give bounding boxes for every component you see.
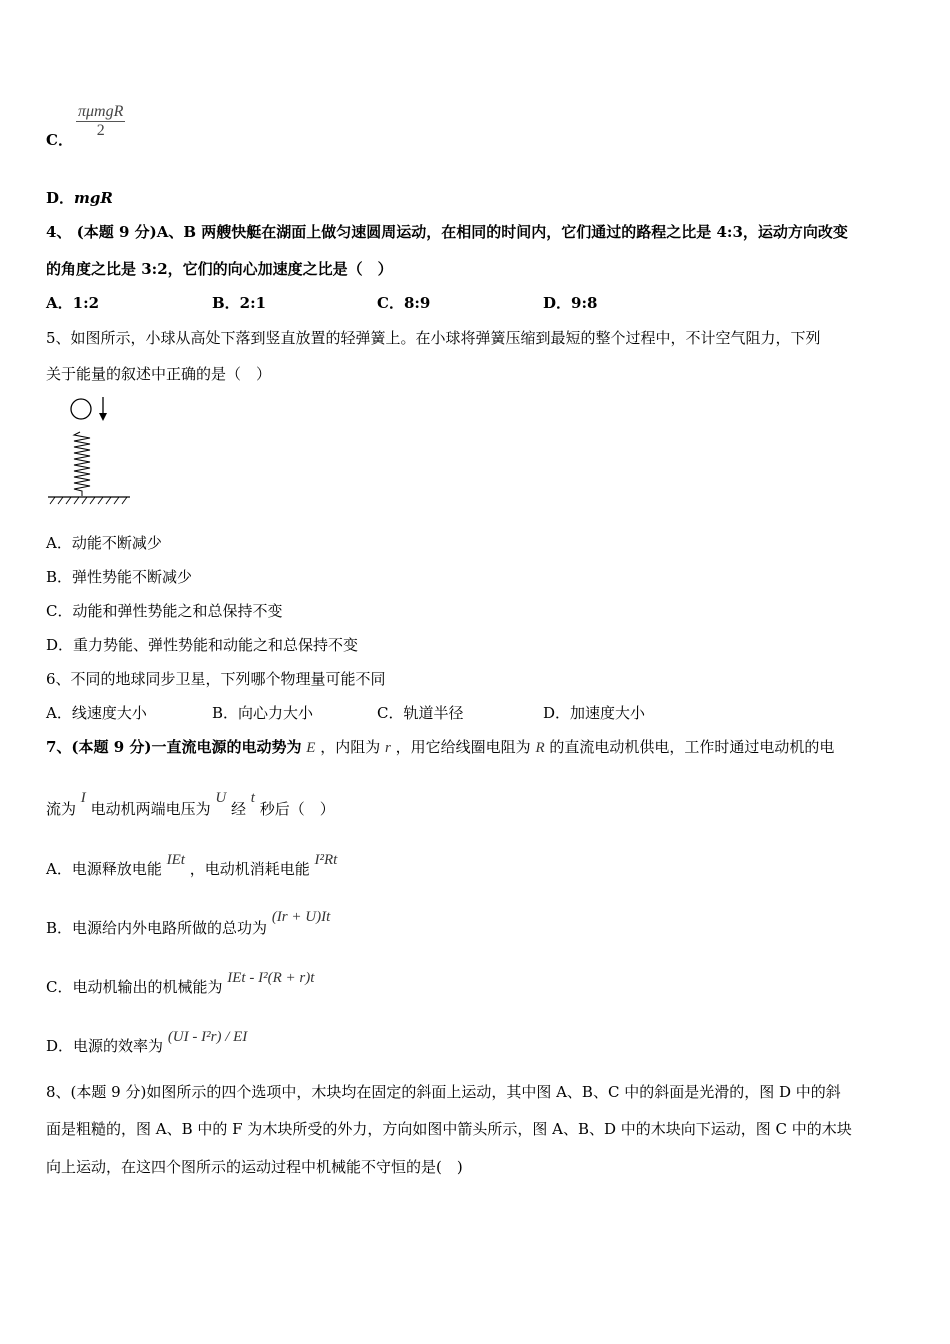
q7-option-c <box>46 970 315 997</box>
q7-text: 7、(本题 9 分)一直流电源的电动势为 <box>46 738 302 756</box>
q6-option-b: B．向心力大小 <box>212 704 314 722</box>
formula-IEt: IEt <box>166 852 185 868</box>
q5-option-c: C．动能和弹性势能之和总保持不变 <box>46 602 283 620</box>
ball-icon <box>71 399 91 419</box>
q4-stem-line2: 的角度之比是 3:2，它们的向心加速度之比是（ ） <box>46 260 393 278</box>
q7-text: ，用它给线圈电阻为 <box>395 738 531 756</box>
q3-option-d-text: mgR <box>74 189 113 207</box>
q7-option-a-text2: ，电动机消耗电能 <box>189 860 310 878</box>
formula-total-work: (Ir + U)It <box>271 909 331 925</box>
q7-option-d <box>46 1029 248 1056</box>
q8-stem-line3: 向上运动，在这四个图所示的运动过程中机械能不守恒的是( ) <box>46 1158 463 1176</box>
symbol-R: R <box>535 740 545 756</box>
q6-option-c: C．轨道半径 <box>377 704 464 722</box>
q5-stem-line2: 关于能量的叙述中正确的是（ ） <box>46 365 272 383</box>
q3-option-d <box>46 187 113 208</box>
ground-icon <box>48 497 130 504</box>
q7-option-b-text: B．电源给内外电路所做的总功为 <box>46 919 268 937</box>
q7-text: 流为 <box>46 800 77 818</box>
q7-option-d-text: D．电源的效率为 <box>46 1037 164 1055</box>
q7-option-b <box>46 909 331 938</box>
q6-option-d: D．加速度大小 <box>543 704 646 722</box>
spring-icon <box>74 432 90 496</box>
q4-stem-line1: 4、 (本题 9 分)A、B 两艘快艇在湖面上做匀速圆周运动，在相同的时间内，它们通过的路程之比是 4:3，运动方向改变 <box>46 223 848 241</box>
formula-I2Rt: I²Rt <box>314 852 338 868</box>
symbol-I: I <box>80 790 86 806</box>
q7-option-a-text: A．电源释放电能 <box>46 860 162 878</box>
q6-stem: 6、不同的地球同步卫星，下列哪个物理量可能不同 <box>46 670 386 688</box>
q4-option-c: C．8:9 <box>377 294 431 312</box>
q6-option-a: A．线速度大小 <box>46 704 147 722</box>
fraction-numerator: πμmgR <box>78 103 124 120</box>
formula-mechanical-energy: IEt - I²(R + r)t <box>227 970 315 986</box>
q3-option-d-label: D． <box>46 189 75 207</box>
q7-option-c-text: C．电动机输出的机械能为 <box>46 978 223 996</box>
q5-option-a: A．动能不断减少 <box>46 534 162 552</box>
q7-text: ，内阻为 <box>320 738 381 756</box>
q4-option-d: D．9:8 <box>543 294 598 312</box>
q8-stem-line1: 8、(本题 9 分)如图所示的四个选项中，木块均在固定的斜面上运动，其中图 A、B、C 中的斜面是光滑的，图 D 中的斜 <box>46 1083 841 1101</box>
symbol-r: r <box>385 740 391 756</box>
q7-text: 经 <box>231 800 247 818</box>
q7-text: 电动机两端电压为 <box>90 800 211 818</box>
q7-text: 秒后（ ） <box>259 800 335 818</box>
down-arrow-icon <box>99 397 107 421</box>
ball-spring-figure <box>46 395 136 510</box>
symbol-E: E <box>306 740 316 756</box>
symbol-t: t <box>250 790 255 806</box>
q7-stem-line2 <box>46 790 335 819</box>
q8-stem-line2: 面是粗糙的，图 A、B 中的 F 为木块所受的外力，方向如图中箭头所示，图 A、B、D 中的木块向下运动，图 C 中的木块 <box>46 1120 852 1138</box>
symbol-U: U <box>215 790 227 806</box>
q7-option-a <box>46 852 338 879</box>
q4-option-a: A．1:2 <box>46 294 100 312</box>
q4-option-b: B．2:1 <box>212 294 267 312</box>
q7-text: 的直流电动机供电，工作时通过电动机的电 <box>549 738 835 756</box>
q7-stem-line1 <box>46 736 834 757</box>
q5-stem-line1: 5、如图所示，小球从高处下落到竖直放置的轻弹簧上。在小球将弹簧压缩到最短的整个过程中，不计空气阻力，下列 <box>46 329 821 347</box>
fraction-denominator: 2 <box>96 122 105 139</box>
q5-option-d: D．重力势能、弹性势能和动能之和总保持不变 <box>46 636 359 654</box>
q3-option-c-fraction <box>76 103 125 140</box>
q5-option-b: B．弹性势能不断减少 <box>46 568 193 586</box>
formula-efficiency: (UI - I²r) / EI <box>167 1029 248 1045</box>
q3-option-c-label: C． <box>46 131 73 149</box>
